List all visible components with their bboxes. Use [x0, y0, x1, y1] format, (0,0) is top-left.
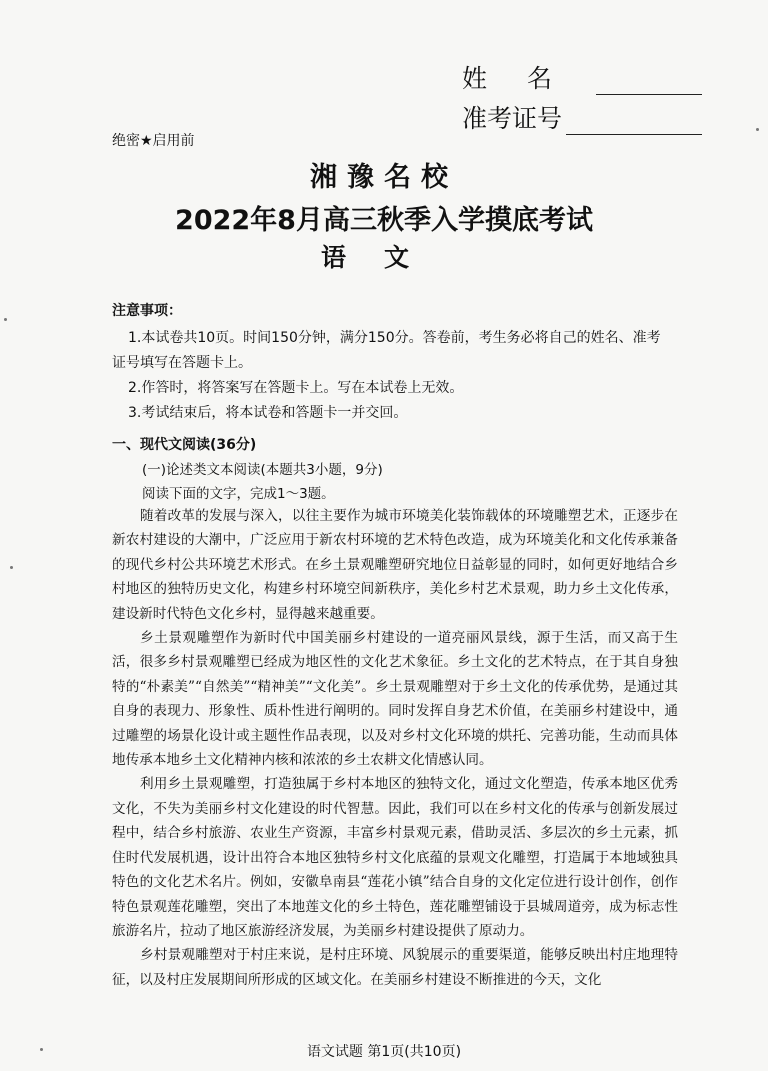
name-row: [462, 55, 702, 95]
notes-item: 2.作答时，将答案写在答题卡上。写在本试卷上无效。: [128, 380, 464, 396]
exam-id-blank-line: [566, 106, 702, 135]
section-title: 一、现代文阅读(36分): [112, 437, 257, 453]
subject-title: 语文: [320, 243, 447, 272]
scan-speck: [10, 566, 13, 569]
scan-speck: [756, 128, 759, 131]
candidate-info-box: [462, 55, 702, 135]
passage-paragraph: 乡村景观雕塑对于村庄来说，是村庄环境、风貌展示的重要渠道，能够反映出村庄地理特征，以及村庄发展期间所形成的区域文化。在美丽乡村建设不断推进的今天，文化: [112, 947, 678, 988]
reading-instruction: 阅读下面的文字，完成1～3题。: [142, 486, 335, 502]
scan-speck: [4, 318, 7, 321]
notes-section: [112, 300, 672, 426]
exam-title: 2022年8月高三秋季入学摸底考试: [175, 205, 593, 236]
reading-passage: [112, 504, 678, 992]
exam-id-label: 准考证号: [462, 104, 563, 133]
name-blank-line: [596, 66, 702, 95]
exam-id-row: [462, 95, 702, 135]
page-footer: 语文试题 第1页(共10页): [306, 1044, 462, 1060]
name-label: 姓名: [462, 64, 593, 93]
passage-paragraph: 随着改革的发展与深入，以往主要作为城市环境美化装饰载体的环境雕塑艺术，正逐步在新农村建设的大潮中，广泛应用于新农村环境的艺术特色改造，成为环境美化和文化传承兼备的现代乡村公共环境艺术形式。在乡土景观雕塑研究地位日益彰显的同时，如何更好地结合乡村地区的独特历史文化，构建乡村环境空间新秩序，美化乡村艺术景观，助力乡土文化传承，建设新时代特色文化乡村，显得越来越重要。: [112, 508, 678, 622]
secret-label: 绝密★启用前: [112, 133, 195, 149]
school-name: 湘豫名校: [310, 162, 458, 193]
notes-item: 1.本试卷共10页。时间150分钟，满分150分。答卷前，考生务必将自己的姓名、准考证号填写在答题卡上。: [112, 330, 661, 371]
subsection-title: (一)论述类文本阅读(本题共3小题，9分): [142, 462, 383, 478]
passage-paragraph: 利用乡土景观雕塑，打造独属于乡村本地区的独特文化，通过文化塑造，传承本地区优秀文化，不失为美丽乡村文化建设的时代智慧。因此，我们可以在乡村文化的传承与创新发展过程中，结合乡村旅游、农业生产资源，丰富乡村景观元素，借助灵活、多层次的乡土元素，抓住时代发展机遇，设计出符合本地区独特乡村文化底蕴的景观文化雕塑，打造属于本地域独具特色的文化艺术名片。例如，安徽阜南县“莲花小镇”结合自身的文化定位进行设计创作，创作特色景观莲花雕塑，突出了本地莲文化的乡土特色，莲花雕塑铺设于县城周道旁，成为标志性旅游名片，拉动了地区旅游经济发展，为美丽乡村建设提供了原动力。: [112, 776, 678, 939]
passage-paragraph: 乡土景观雕塑作为新时代中国美丽乡村建设的一道亮丽风景线，源于生活，而又高于生活，很多乡村景观雕塑已经成为地区性的文化艺术象征。乡土文化的艺术特点，在于其自身独特的“朴素美”“自然美”“精神美”“文化美”。乡土景观雕塑对于乡土文化的传承优势，是通过其自身的表现力、形象性、质朴性进行阐明的。同时发挥自身艺术价值，在美丽乡村建设中，通过雕塑的场景化设计或主题性作品表现，以及对乡村文化环境的烘托、完善功能，生动而具体地传承本地乡土文化精神内核和浓浓的乡土农耕文化情感认同。: [112, 630, 678, 769]
scan-speck: [40, 1048, 43, 1051]
notes-item: 3.考试结束后，将本试卷和答题卡一并交回。: [128, 405, 408, 421]
notes-title: 注意事项：: [112, 303, 182, 319]
